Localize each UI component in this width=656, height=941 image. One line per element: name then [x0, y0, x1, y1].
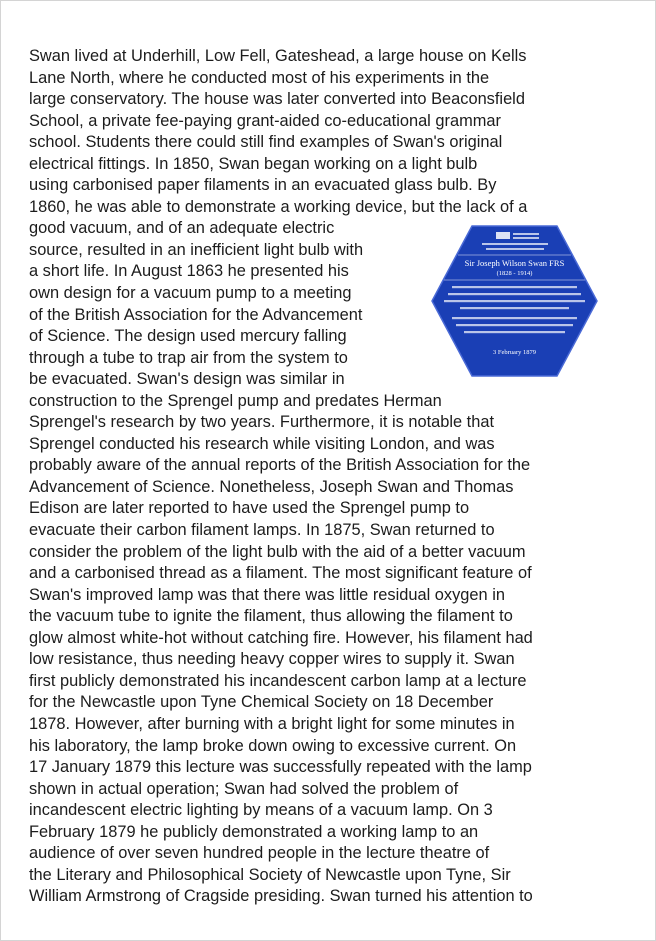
text-line: of Science. The design used mercury falling — [29, 327, 347, 346]
text-line: 1860, he was able to demonstrate a working device, but the lack of a — [29, 197, 528, 216]
plaque-name: Sir Joseph Wilson Swan FRS — [464, 258, 565, 268]
text-line: Edison are later reported to have used the Sprengel pump to — [29, 499, 470, 518]
text-line: Advancement of Science. Nonetheless, Joseph Swan and Thomas — [29, 477, 514, 496]
plaque-dates: (1828 - 1914) — [496, 270, 533, 277]
body-text — [29, 46, 629, 908]
text-line: his laboratory, the lamp broke down owing to excessive current. On — [29, 736, 517, 755]
text-line: using carbonised paper filaments in an evacuated glass bulb. By — [29, 176, 497, 195]
text-line: first publicly demonstrated his incandescent carbon lamp at a lecture — [29, 671, 527, 690]
text-line: Swan's improved lamp was that there was little residual oxygen in — [29, 585, 505, 604]
text-line: consider the problem of the light bulb with the aid of a better vacuum — [29, 542, 526, 561]
text-line: school. Students there could still find examples of Swan's original — [29, 133, 503, 152]
text-line: and a carbonised thread as a filament. The most significant feature of — [29, 564, 532, 583]
plaque-date: 3 February 1879 — [493, 349, 536, 356]
text-line: shown in actual operation; Swan had solved the problem of — [29, 779, 459, 798]
text-line: audience of over seven hundred people in the lecture theatre of — [29, 844, 490, 863]
text-line: Lane North, where he conducted most of his experiments in the — [29, 68, 490, 87]
plaque-line — [460, 307, 569, 309]
text-line: a short life. In August 1863 he presented his — [29, 262, 349, 281]
plaque-line — [448, 293, 581, 295]
text-line: construction to the Sprengel pump and predates Herman — [29, 391, 442, 410]
plaque-line — [482, 243, 548, 245]
text-line: low resistance, thus needing heavy copper wires to supply it. Swan — [29, 650, 515, 669]
text-line: 1878. However, after burning with a bright light for some minutes in — [29, 714, 515, 733]
text-line: 17 January 1879 this lecture was successfully repeated with the lamp — [29, 758, 532, 777]
plaque-line — [486, 248, 544, 250]
blue-plaque-image — [430, 224, 599, 378]
plaque-line — [513, 237, 539, 239]
text-line: through a tube to trap air from the system to — [29, 348, 348, 367]
plaque-graphic — [430, 224, 599, 378]
text-line: good vacuum, and of an adequate electric — [29, 219, 335, 238]
plaque-emblem — [496, 232, 510, 239]
text-line: February 1879 he publicly demonstrated a working lamp to an — [29, 822, 479, 841]
text-line: own design for a vacuum pump to a meeting — [29, 284, 352, 303]
plaque-line — [464, 331, 565, 333]
text-line: the Literary and Philosophical Society of Newcastle upon Tyne, Sir — [29, 865, 511, 884]
plaque-line — [513, 233, 539, 235]
text-line: be evacuated. Swan's design was similar in — [29, 370, 345, 389]
text-line: Sprengel's research by two years. Furthermore, it is notable that — [29, 413, 495, 432]
plaque-line — [456, 324, 573, 326]
text-line: Swan lived at Underhill, Low Fell, Gateshead, a large house on Kells — [29, 47, 527, 65]
text-line: source, resulted in an inefficient light bulb with — [29, 240, 364, 259]
plaque-line — [452, 286, 577, 288]
text-line: Sprengel conducted his research while visiting London, and was — [29, 434, 495, 453]
text-line: glow almost white-hot without catching fire. However, his filament had — [29, 628, 533, 647]
text-line: William Armstrong of Cragside presiding. Swan turned his attention to — [29, 887, 533, 906]
plaque-line — [452, 317, 577, 319]
plaque-line — [444, 300, 585, 302]
text-line: evacuate their carbon filament lamps. In 1875, Swan returned to — [29, 521, 495, 540]
text-line: of the British Association for the Advancement — [29, 305, 363, 324]
text-line: the vacuum tube to ignite the filament, thus allowing the filament to — [29, 607, 513, 626]
text-line: incandescent electric lighting by means of a vacuum lamp. On 3 — [29, 801, 493, 820]
text-line: School, a private fee-paying grant-aided co-educational grammar — [29, 111, 501, 130]
text-line: for the Newcastle upon Tyne Chemical Society on 18 December — [29, 693, 494, 712]
text-line: probably aware of the annual reports of the British Association for the — [29, 456, 531, 475]
text-line: electrical fittings. In 1850, Swan began working on a light bulb — [29, 154, 478, 173]
text-line: large conservatory. The house was later converted into Beaconsfield — [29, 90, 525, 109]
